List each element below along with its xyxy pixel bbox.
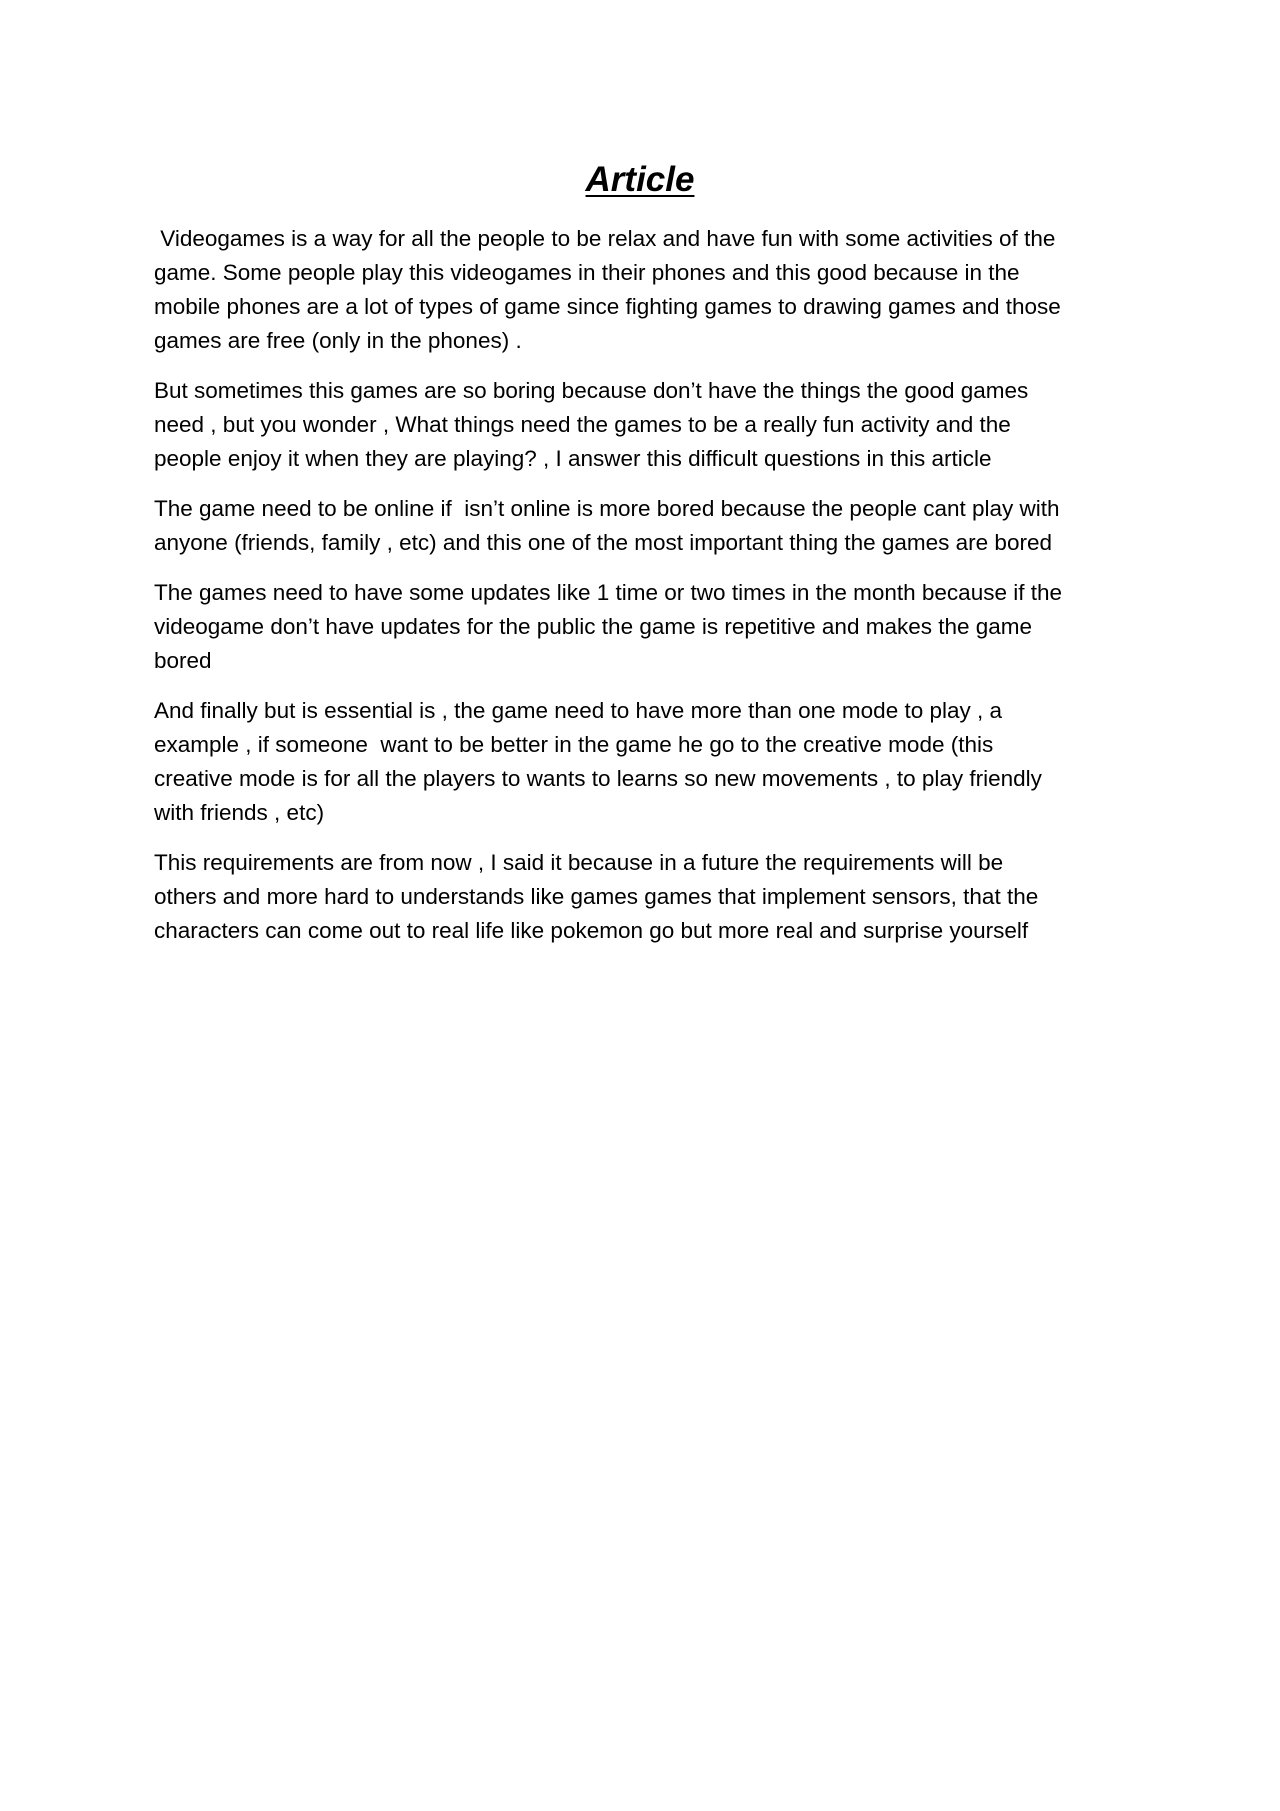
document-title: Article: [585, 160, 695, 199]
paragraph-line: bored: [154, 648, 212, 673]
paragraph-line: anyone (friends, family , etc) and this one of the most important thing the games are bored: [154, 530, 1052, 555]
paragraph-line: videogame don’t have updates for the public the game is repetitive and makes the game: [154, 614, 1033, 639]
document-body: [154, 222, 1124, 964]
paragraph-line: And finally but is essential is , the game need to have more than one mode to play , a: [154, 698, 1003, 723]
paragraph-line: people enjoy it when they are playing? , I answer this difficult questions in this article: [154, 446, 992, 471]
paragraph-line: games are free (only in the phones) .: [154, 328, 522, 353]
paragraph-line: creative mode is for all the players to wants to learns so new movements , to play friendly: [154, 766, 1042, 791]
paragraph-6: [154, 846, 1124, 948]
paragraph-line: need , but you wonder , What things need the games to be a really fun activity and the: [154, 412, 1011, 437]
paragraph-line: The game need to be online if isn’t online is more bored because the people cant play with: [154, 496, 1060, 521]
paragraph-line: example , if someone want to be better in the game he go to the creative mode (this: [154, 732, 994, 757]
paragraph-line: characters can come out to real life like pokemon go but more real and surprise yourself: [154, 918, 1029, 943]
paragraph-4: [154, 576, 1124, 678]
paragraph-line: with friends , etc): [154, 800, 325, 825]
paragraph-line: others and more hard to understands like games games that implement sensors, that the: [154, 884, 1039, 909]
paragraph-line: mobile phones are a lot of types of game since fighting games to drawing games and those: [154, 294, 1061, 319]
paragraph-2: [154, 374, 1124, 476]
paragraph-5: [154, 694, 1124, 830]
paragraph-line: The games need to have some updates like 1 time or two times in the month because if the: [154, 580, 1062, 605]
paragraph-1: [154, 222, 1124, 358]
paragraph-3: [154, 492, 1124, 560]
paragraph-line: game. Some people play this videogames in their phones and this good because in the: [154, 260, 1020, 285]
paragraph-line: Videogames is a way for all the people to be relax and have fun with some activities of the: [154, 226, 1056, 251]
paragraph-line: But sometimes this games are so boring because don’t have the things the good games: [154, 378, 1029, 403]
paragraph-line: This requirements are from now , I said it because in a future the requirements will be: [154, 850, 1004, 875]
